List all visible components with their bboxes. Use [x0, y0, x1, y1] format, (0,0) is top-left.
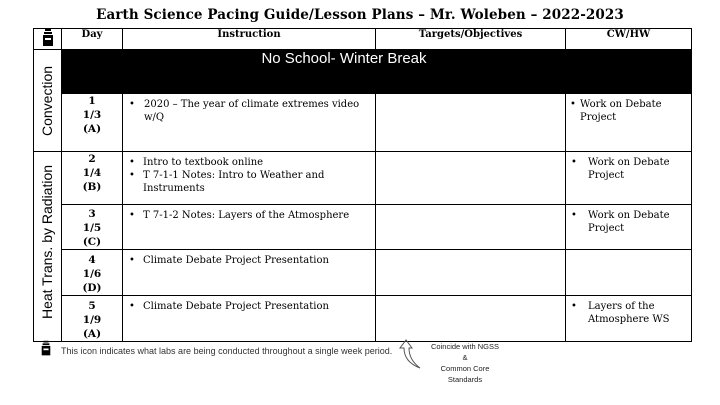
side-label-convection: Convection — [39, 65, 56, 137]
cwhw-cell — [566, 296, 692, 342]
header-row — [34, 29, 692, 50]
list-item: • T 7-1-2 Notes: Layers of the Atmosphere — [143, 209, 371, 222]
header-day: Day — [62, 29, 123, 50]
list-item: • Layers of the Atmosphere WS — [588, 300, 687, 326]
list-item: • Climate Debate Project Presentation — [143, 300, 371, 313]
cwhw-cell — [566, 205, 692, 250]
targets-cell — [376, 250, 566, 296]
side-label-radiation: Heat Trans. by Radiation — [39, 164, 55, 320]
cwhw-cell — [566, 250, 692, 296]
list-item: • Work on Debate Project — [580, 98, 687, 124]
list-item: • Intro to textbook online — [143, 156, 371, 169]
table-row — [34, 250, 692, 296]
ngss-note: Coincide with NGSS & Common Core Standards — [431, 342, 499, 384]
instruction-cell — [123, 152, 376, 205]
list-item: • 2020 – The year of climate extremes video w/Q — [143, 98, 371, 124]
day-cell: 3 1/5 (C) — [62, 205, 123, 250]
header-icon-cell — [34, 29, 62, 50]
cwhw-cell — [566, 152, 692, 205]
instruction-cell — [123, 94, 376, 152]
list-item: • T 7-1-1 Notes: Intro to Weather and Instruments — [143, 169, 371, 195]
table-row — [34, 205, 692, 250]
header-instruction: Instruction — [123, 29, 376, 50]
list-item: • Work on Debate Project — [588, 209, 687, 235]
banner-row — [34, 50, 692, 94]
winter-break-banner: No School- Winter Break — [123, 50, 566, 94]
pacing-table — [33, 28, 692, 342]
targets-cell — [376, 296, 566, 342]
targets-cell — [376, 94, 566, 152]
day-cell: 2 1/4 (B) — [62, 152, 123, 205]
table-row — [34, 94, 692, 152]
cwhw-cell — [566, 94, 692, 152]
curved-arrow-icon — [398, 338, 424, 370]
day-cell: 1 1/3 (A) — [62, 94, 123, 152]
targets-cell — [376, 205, 566, 250]
instruction-cell — [123, 205, 376, 250]
day-cell: 4 1/6 (D) — [62, 250, 123, 296]
table-row — [34, 152, 692, 205]
list-item: • Work on Debate Project — [588, 156, 687, 182]
header-cwhw: CW/HW — [566, 29, 692, 50]
header-targets: Targets/Objectives — [376, 29, 566, 50]
instruction-cell — [123, 250, 376, 296]
targets-cell — [376, 152, 566, 205]
instruction-cell — [123, 296, 376, 342]
lab-icon — [41, 29, 55, 47]
banner-cwhw-cell — [566, 50, 692, 94]
table-row — [34, 296, 692, 342]
lab-icon — [40, 340, 52, 357]
day-cell: 5 1/9 (A) — [62, 296, 123, 342]
icon-footnote: This icon indicates what labs are being conducted throughout a single week period. — [61, 346, 393, 356]
banner-day-cell — [62, 50, 123, 94]
list-item: • Climate Debate Project Presentation — [143, 254, 371, 267]
page-title: Earth Science Pacing Guide/Lesson Plans – Mr. Woleben – 2022-2023 — [96, 7, 624, 23]
